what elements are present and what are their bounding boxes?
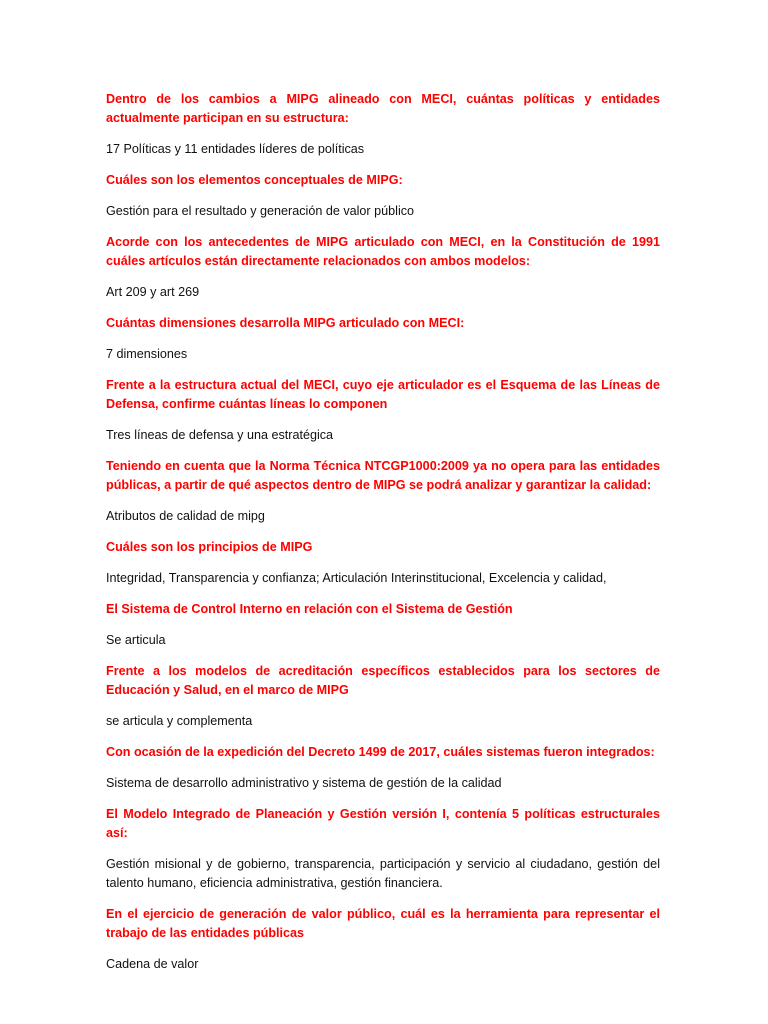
- question-text: Frente a los modelos de acreditación específicos establecidos para los sectores de Educación y Salud, en el marco de MIPG: [106, 664, 660, 697]
- qa-item-8: [106, 600, 660, 650]
- qa-item-12: [106, 905, 660, 974]
- question-text: Teniendo en cuenta que la Norma Técnica NTCGP1000:2009 ya no opera para las entidades públicas, a partir de qué aspectos dentro de MIPG se podrá analizar y garantizar la calidad:: [106, 459, 660, 492]
- question-text: Con ocasión de la expedición del Decreto 1499 de 2017, cuáles sistemas fueron integrados:: [106, 745, 655, 759]
- answer-text: Atributos de calidad de mipg: [106, 509, 265, 523]
- answer-text: Gestión para el resultado y generación de valor público: [106, 204, 415, 218]
- question-text: En el ejercicio de generación de valor público, cuál es la herramienta para representar el trabajo de las entidades públicas: [106, 907, 660, 940]
- answer-text: Art 209 y art 269: [106, 285, 200, 299]
- answer-text: 7 dimensiones: [106, 347, 188, 361]
- document-page: [106, 90, 660, 986]
- question-text: Frente a la estructura actual del MECI, cuyo eje articulador es el Esquema de las Líneas de Defensa, confirme cuántas líneas lo componen: [106, 378, 660, 411]
- qa-item-6: [106, 457, 660, 526]
- answer-text: Cadena de valor: [106, 957, 199, 971]
- question-text: Dentro de los cambios a MIPG alineado con MECI, cuántas políticas y entidades actualmente participan en su estructura:: [106, 92, 660, 125]
- qa-item-4: [106, 314, 660, 364]
- qa-item-5: [106, 376, 660, 445]
- qa-item-7: [106, 538, 660, 588]
- qa-item-3: [106, 233, 660, 302]
- qa-item-10: [106, 743, 660, 793]
- answer-text: Tres líneas de defensa y una estratégica: [106, 428, 334, 442]
- answer-text: Sistema de desarrollo administrativo y sistema de gestión de la calidad: [106, 776, 502, 790]
- question-text: Acorde con los antecedentes de MIPG articulado con MECI, en la Constitución de 1991 cuáles artículos están directamente relacionados con ambos modelos:: [106, 235, 660, 268]
- qa-item-9: [106, 662, 660, 731]
- answer-text: se articula y complementa: [106, 714, 253, 728]
- qa-item-1: [106, 90, 660, 159]
- qa-item-2: [106, 171, 660, 221]
- answer-text: Gestión misional y de gobierno, transparencia, participación y servicio al ciudadano, gestión del talento humano, eficiencia administrativa, gestión financiera.: [106, 857, 660, 890]
- question-text: Cuáles son los principios de MIPG: [106, 540, 313, 554]
- answer-text: Integridad, Transparencia y confianza; Articulación Interinstitucional, Excelencia y calidad,: [106, 571, 607, 585]
- question-text: Cuáles son los elementos conceptuales de MIPG:: [106, 173, 403, 187]
- question-text: El Sistema de Control Interno en relación con el Sistema de Gestión: [106, 602, 513, 616]
- question-text: El Modelo Integrado de Planeación y Gestión versión I, contenía 5 políticas estructurales así:: [106, 807, 660, 840]
- answer-text: Se articula: [106, 633, 166, 647]
- question-text: Cuántas dimensiones desarrolla MIPG articulado con MECI:: [106, 316, 465, 330]
- qa-item-11: [106, 805, 660, 893]
- answer-text: 17 Políticas y 11 entidades líderes de políticas: [106, 142, 365, 156]
